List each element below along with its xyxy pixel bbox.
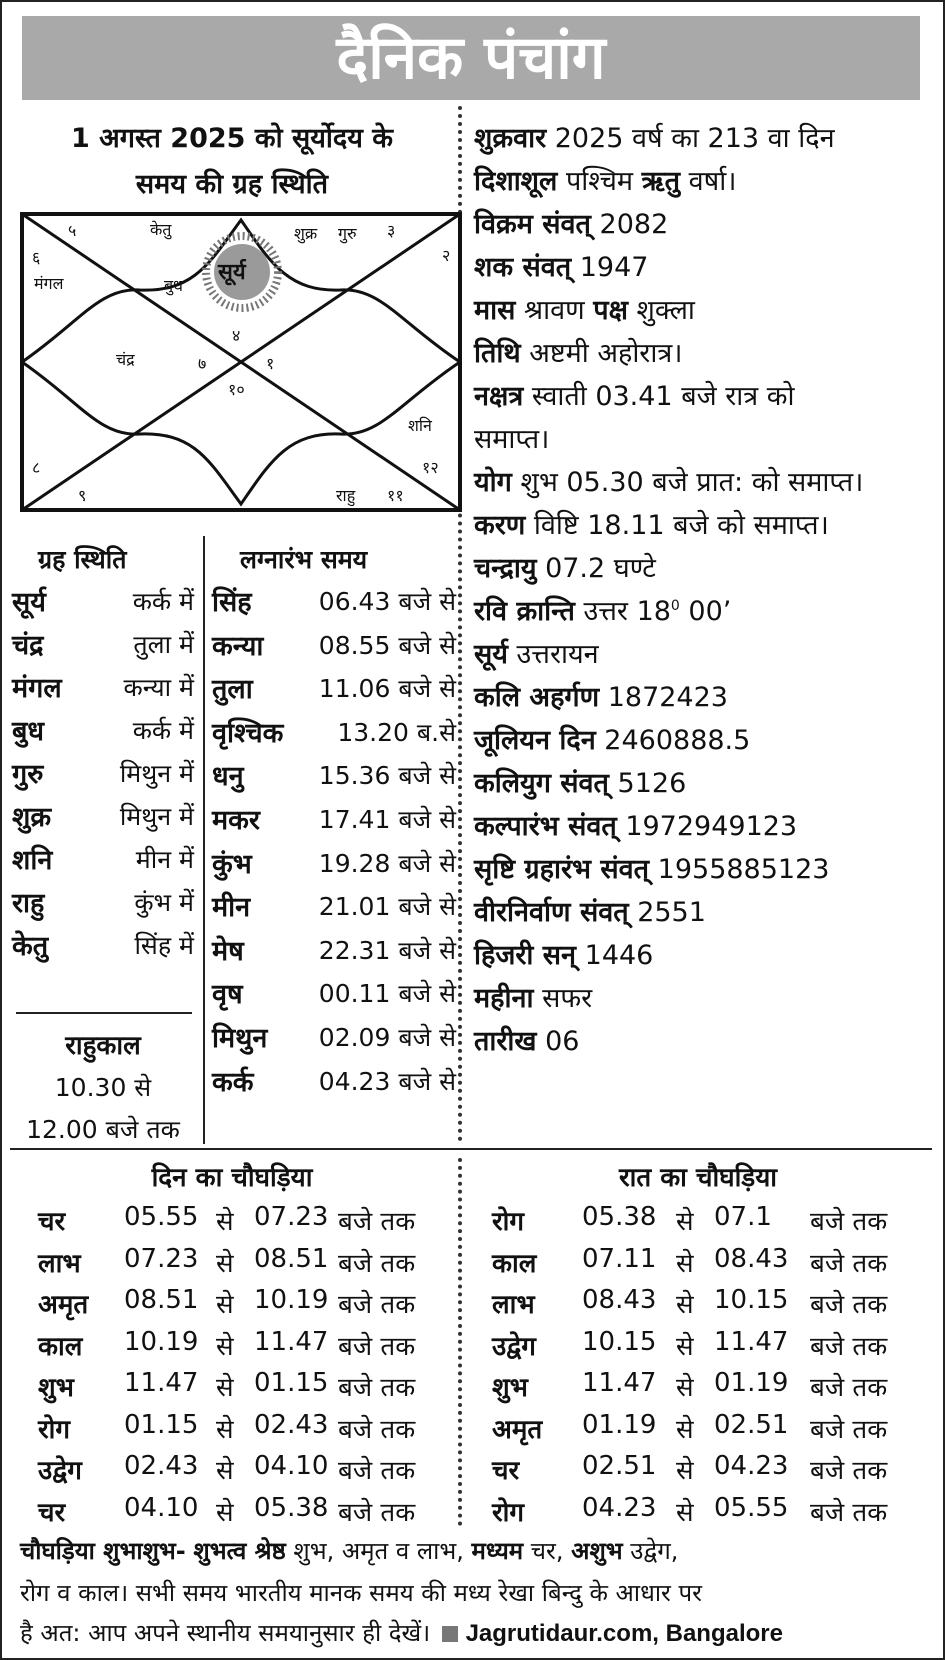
rahukaal-line1: 10.30 से xyxy=(54,1073,152,1102)
choghadiya-name: चर xyxy=(38,1497,66,1528)
choghadiya-se: से xyxy=(216,1290,234,1320)
choghadiya-baje-tak: बजे तक xyxy=(810,1290,888,1320)
graha-rashi: मीन में xyxy=(135,845,194,874)
choghadiya-to: 04.23 xyxy=(714,1451,789,1481)
choghadiya-to: 10.15 xyxy=(714,1285,789,1315)
din-choghadiya-heading: दिन का चौघड़िया xyxy=(151,1163,313,1193)
info-label: सूर्य xyxy=(474,639,508,670)
house-num-12: १२ xyxy=(422,458,439,477)
footer-label2: शुभत्व श्रेष्ठ xyxy=(193,1537,286,1565)
choghadiya-from: 07.11 xyxy=(582,1243,657,1274)
kundli-shani: शनि xyxy=(408,416,432,435)
info-label: मास xyxy=(474,295,516,326)
footer-text3: उद्वेग, xyxy=(630,1537,679,1565)
choghadiya-to: 05.38 xyxy=(254,1492,329,1523)
house-num-11: ११ xyxy=(387,486,404,505)
house-num-6: ६ xyxy=(32,248,41,267)
kundli-guru: गुरु xyxy=(338,224,357,243)
lagna-time: 15.36 बजे से xyxy=(318,761,456,791)
choghadiya-to: 07.1 xyxy=(714,1202,772,1232)
house-num-9: ९ xyxy=(78,486,87,505)
lagna-rashi: धनु xyxy=(212,761,244,793)
info-row xyxy=(474,462,863,499)
info-value: 2025 वर्ष का 213 वा दिन xyxy=(554,123,835,154)
graha-planet: सूर्य xyxy=(12,587,46,618)
lagna-rashi: मीन xyxy=(212,892,251,924)
info-value: 1955885123 xyxy=(657,854,830,885)
info-row xyxy=(474,806,797,843)
info-value: 2551 xyxy=(637,897,706,928)
choghadiya-se: से xyxy=(676,1456,694,1486)
info-value: 1872423 xyxy=(607,682,728,713)
footer-line2: रोग व काल। सभी समय भारतीय मानक समय की मध्य रेखा बिन्दु के आधार पर xyxy=(20,1579,702,1607)
info-label: कलि अहर्गण xyxy=(474,682,600,713)
choghadiya-baje-tak: बजे तक xyxy=(810,1373,888,1403)
lagna-rashi: कन्या xyxy=(212,630,264,662)
info-value: स्वाती 03.41 बजे रात्र को xyxy=(531,381,795,412)
info-label: कलियुग संवत् xyxy=(474,768,609,799)
choghadiya-name: अमृत xyxy=(38,1290,89,1320)
choghadiya-se: से xyxy=(216,1331,234,1362)
choghadiya-se: से xyxy=(676,1373,694,1403)
info-label: सृष्टि ग्रहारंभ संवत् xyxy=(474,854,650,885)
choghadiya-from: 02.51 xyxy=(582,1451,657,1481)
choghadiya-to: 08.51 xyxy=(254,1243,329,1274)
footer-label4: अशुभ xyxy=(571,1537,623,1565)
choghadiya-to: 10.19 xyxy=(254,1285,329,1315)
choghadiya-to: 08.43 xyxy=(714,1243,789,1274)
choghadiya-baje-tak: बजे तक xyxy=(338,1331,416,1362)
choghadiya-baje-tak: बजे तक xyxy=(810,1456,888,1486)
choghadiya-name: रोग xyxy=(492,1207,525,1237)
info-value: उत्तरायन xyxy=(516,639,599,670)
choghadiya-name: रोग xyxy=(38,1414,71,1445)
graha-sthiti-heading: ग्रह स्थिति xyxy=(38,545,127,574)
kundli-surya: सूर्य xyxy=(218,260,246,285)
choghadiya-from: 05.55 xyxy=(124,1202,199,1232)
info-label: हिजरी सन् xyxy=(474,940,577,971)
choghadiya-name: शुभ xyxy=(492,1373,528,1403)
info-row xyxy=(474,118,835,155)
graha-rashi: सिंह में xyxy=(134,931,194,960)
kundli-chandra: चंद्र xyxy=(116,350,135,369)
choghadiya-to: 04.10 xyxy=(254,1451,329,1481)
choghadiya-from: 05.38 xyxy=(582,1202,657,1232)
choghadiya-se: से xyxy=(216,1207,234,1237)
footer-brand: Jagrutidaur.com, Bangalore xyxy=(465,1620,783,1647)
info-value: विष्टि 18.11 बजे को समाप्त। xyxy=(533,510,829,541)
choghadiya-name: रोग xyxy=(492,1497,525,1528)
info-continuation: समाप्त। xyxy=(474,424,550,455)
choghadiya-from: 08.43 xyxy=(582,1285,657,1315)
info-value: सफर xyxy=(542,983,593,1014)
info-row xyxy=(474,548,656,585)
footer-line3 xyxy=(20,1616,783,1649)
graha-planet: शनि xyxy=(12,845,53,876)
lagna-time: 17.41 बजे से xyxy=(318,805,456,834)
lagna-rashi: वृश्चिक xyxy=(212,717,284,749)
info-label: तारीख xyxy=(474,1026,537,1057)
graha-planet: राहु xyxy=(12,888,45,919)
info-value: 2460888.5 xyxy=(604,725,751,756)
info-label: नक्षत्र xyxy=(474,381,524,412)
info-row xyxy=(474,333,682,370)
choghadiya-baje-tak: बजे तक xyxy=(338,1414,416,1445)
choghadiya-name: काल xyxy=(492,1248,537,1279)
choghadiya-baje-tak: बजे तक xyxy=(338,1373,416,1403)
lagna-rashi: मकर xyxy=(212,805,260,836)
choghadiya-from: 11.47 xyxy=(124,1368,199,1398)
info-value2: वर्षा। xyxy=(688,166,737,197)
graha-rashi: कर्क में xyxy=(132,716,194,745)
choghadiya-from: 10.15 xyxy=(582,1326,657,1357)
lagna-rashi: वृष xyxy=(212,979,243,1011)
info-label: करण xyxy=(474,510,526,541)
chart-heading-line1: 1 अगस्त 2025 को सूर्योदय के xyxy=(70,123,394,154)
info-label: शक संवत् xyxy=(474,252,572,283)
house-num-3: ३ xyxy=(387,221,396,240)
info-value: श्रावण xyxy=(524,295,585,326)
choghadiya-to: 02.43 xyxy=(254,1409,329,1440)
info-row xyxy=(474,677,728,714)
kundli-mangal: मंगल xyxy=(34,274,64,293)
lagna-rashi: मेष xyxy=(212,935,244,967)
rahukaal-rule xyxy=(16,1012,192,1014)
info-value2: शुक्ला xyxy=(636,295,695,326)
choghadiya-from: 07.23 xyxy=(124,1243,199,1274)
info-label: कल्पारंभ संवत् xyxy=(474,811,617,842)
info-value: 1446 xyxy=(584,940,654,971)
house-num-5: ५ xyxy=(68,221,77,240)
choghadiya-se: से xyxy=(676,1290,694,1320)
choghadiya-se: से xyxy=(676,1497,694,1528)
house-num-1: १ xyxy=(266,354,275,373)
info-row xyxy=(474,978,592,1015)
choghadiya-name: काल xyxy=(38,1331,83,1362)
choghadiya-baje-tak: बजे तक xyxy=(338,1497,416,1528)
graha-rashi: तुला में xyxy=(133,630,194,659)
lagna-time: 19.28 बजे से xyxy=(318,848,456,878)
choghadiya-se: से xyxy=(216,1248,234,1279)
kundli-budh: बुध xyxy=(164,276,183,295)
house-num-4: ४ xyxy=(232,326,241,345)
choghadiya-se: से xyxy=(216,1497,234,1528)
graha-planet: चंद्र xyxy=(12,630,44,661)
choghadiya-baje-tak: बजे तक xyxy=(338,1456,416,1486)
info-label: जूलियन दिन xyxy=(474,725,596,756)
choghadiya-baje-tak: बजे तक xyxy=(338,1248,416,1279)
info-value: 07.2 घण्टे xyxy=(545,553,656,584)
choghadiya-name: अमृत xyxy=(492,1414,543,1445)
info-row xyxy=(474,720,750,757)
info-row xyxy=(474,763,686,800)
graha-planet: केतु xyxy=(12,931,49,962)
info-value: 2082 xyxy=(599,209,669,240)
graha-rashi: कुंभ में xyxy=(134,888,194,917)
lagna-time: 22.31 बजे से xyxy=(318,935,456,965)
graha-rashi: कर्क में xyxy=(132,587,194,616)
choghadiya-se: से xyxy=(676,1331,694,1362)
info-row xyxy=(474,290,695,327)
info-row xyxy=(474,892,706,929)
info-label: विक्रम संवत् xyxy=(474,209,591,240)
footer-label3: मध्यम xyxy=(471,1537,524,1565)
choghadiya-se: से xyxy=(216,1456,234,1486)
choghadiya-to: 07.23 xyxy=(254,1202,329,1232)
graha-planet: गुरु xyxy=(12,759,44,790)
info-label: वीरनिर्वाण संवत् xyxy=(474,897,629,928)
choghadiya-baje-tak: बजे तक xyxy=(810,1248,888,1279)
info-label2: पक्ष xyxy=(593,295,628,326)
info-label: रवि क्रान्ति xyxy=(474,596,575,627)
info-row xyxy=(474,1021,579,1058)
lagna-rashi: तुला xyxy=(212,674,253,706)
lagnarambh-heading: लग्नारंभ समय xyxy=(240,545,368,574)
info-row xyxy=(474,634,599,671)
lagna-time: 02.09 बजे से xyxy=(318,1023,456,1052)
choghadiya-to: 05.55 xyxy=(714,1492,789,1523)
choghadiya-name: चर xyxy=(38,1207,66,1237)
choghadiya-baje-tak: बजे तक xyxy=(810,1414,888,1445)
choghadiya-to: 11.47 xyxy=(254,1326,329,1357)
choghadiya-from: 04.23 xyxy=(582,1492,657,1523)
info-value-after: 00’ xyxy=(679,596,732,627)
info-value: 5126 xyxy=(617,768,687,799)
graha-rashi: कन्या में xyxy=(123,673,194,702)
info-row xyxy=(474,247,648,284)
choghadiya-baje-tak: बजे तक xyxy=(810,1207,888,1237)
choghadiya-from: 08.51 xyxy=(124,1285,199,1315)
house-num-10: १० xyxy=(228,380,245,399)
graha-rashi: मिथुन में xyxy=(119,759,194,788)
brand-square-icon xyxy=(442,1626,458,1642)
lagna-rashi: कुंभ xyxy=(212,848,252,880)
kundli-shukra: शुक्र xyxy=(294,224,318,243)
info-superscript: 0 xyxy=(670,598,680,614)
graha-rashi: मिथुन में xyxy=(119,802,194,831)
lagna-rashi: कर्क xyxy=(212,1066,254,1098)
footer-line1 xyxy=(20,1534,678,1567)
choghadiya-name: शुभ xyxy=(38,1373,74,1403)
choghadiya-from: 10.19 xyxy=(124,1326,199,1357)
lagna-time: 13.20 ब.से xyxy=(337,717,456,747)
footer-text2: चर, xyxy=(530,1537,564,1565)
divider-bottom xyxy=(458,1158,462,1526)
house-num-7: ७ xyxy=(198,354,207,373)
footer-line3-text: है अत: आप अपने स्थानीय समयानुसार ही देखें। xyxy=(20,1619,431,1647)
choghadiya-rule xyxy=(10,1148,932,1150)
choghadiya-name: उद्वेग xyxy=(38,1456,82,1486)
info-row xyxy=(474,161,737,198)
choghadiya-to: 01.19 xyxy=(714,1368,789,1398)
info-label: शुक्रवार xyxy=(474,123,547,154)
info-value: 1947 xyxy=(579,252,649,283)
info-label: योग xyxy=(474,467,512,498)
graha-divider xyxy=(203,536,205,1144)
info-value: शुभ 05.30 बजे प्रात: को समाप्त। xyxy=(520,467,864,498)
info-value: पश्चिम xyxy=(565,166,634,197)
info-value: 1972949123 xyxy=(625,811,798,842)
info-row xyxy=(474,204,668,241)
choghadiya-to: 01.15 xyxy=(254,1368,329,1398)
graha-planet: मंगल xyxy=(12,673,62,704)
info-row xyxy=(474,591,731,628)
lagna-time: 11.06 बजे से xyxy=(318,674,456,704)
choghadiya-name: लाभ xyxy=(492,1290,535,1320)
footer-label1: चौघड़िया शुभाशुभ- xyxy=(20,1537,186,1565)
house-num-2: २ xyxy=(442,246,451,265)
info-value: उत्तर 18 xyxy=(583,596,671,627)
choghadiya-se: से xyxy=(676,1414,694,1445)
choghadiya-name: चर xyxy=(492,1456,520,1486)
kundli-rahu: राहु xyxy=(336,486,356,505)
info-value: अष्टमी अहोरात्र। xyxy=(529,338,683,369)
choghadiya-se: से xyxy=(676,1248,694,1279)
house-num-8: ८ xyxy=(32,458,41,477)
choghadiya-from: 01.15 xyxy=(124,1409,199,1440)
footer-text1: शुभ, अमृत व लाभ, xyxy=(293,1537,464,1565)
choghadiya-to: 11.47 xyxy=(714,1326,789,1357)
choghadiya-from: 04.10 xyxy=(124,1492,199,1523)
lagna-time: 00.11 बजे से xyxy=(318,979,456,1009)
info-label2: ऋतु xyxy=(641,166,681,197)
rahukaal-heading: राहुकाल xyxy=(65,1031,141,1061)
choghadiya-se: से xyxy=(216,1373,234,1403)
choghadiya-se: से xyxy=(216,1414,234,1445)
choghadiya-baje-tak: बजे तक xyxy=(810,1497,888,1528)
choghadiya-baje-tak: बजे तक xyxy=(338,1207,416,1237)
choghadiya-from: 11.47 xyxy=(582,1368,657,1398)
lagna-time: 04.23 बजे से xyxy=(318,1066,456,1096)
raat-choghadiya-heading: रात का चौघड़िया xyxy=(618,1163,778,1193)
info-label: महीना xyxy=(474,983,534,1014)
info-value: 06 xyxy=(545,1026,580,1057)
lagna-rashi: सिंह xyxy=(212,587,252,618)
choghadiya-name: लाभ xyxy=(38,1248,81,1279)
kundli-ketu: केतु xyxy=(150,220,172,239)
choghadiya-to: 02.51 xyxy=(714,1409,789,1440)
info-row xyxy=(474,849,829,886)
choghadiya-from: 01.19 xyxy=(582,1409,657,1440)
choghadiya-from: 02.43 xyxy=(124,1451,199,1481)
rahukaal-line2: 12.00 बजे तक xyxy=(26,1115,180,1144)
choghadiya-baje-tak: बजे तक xyxy=(338,1290,416,1320)
info-label: तिथि xyxy=(474,338,521,369)
lagna-time: 21.01 बजे से xyxy=(318,892,456,922)
info-row xyxy=(474,376,794,413)
info-label: चन्द्रायु xyxy=(474,553,537,584)
graha-planet: बुध xyxy=(12,716,45,747)
lagna-time: 06.43 बजे से xyxy=(318,587,456,616)
info-row xyxy=(474,935,653,972)
info-label: दिशाशूल xyxy=(474,166,558,197)
choghadiya-baje-tak: बजे तक xyxy=(810,1331,888,1362)
lagna-rashi: मिथुन xyxy=(212,1023,268,1054)
choghadiya-name: उद्वेग xyxy=(492,1331,536,1362)
page-title: दैनिक पंचांग xyxy=(22,16,920,100)
chart-heading-line2: समय की ग्रह स्थिति xyxy=(135,169,329,200)
graha-planet: शुक्र xyxy=(12,802,52,833)
lagna-time: 08.55 बजे से xyxy=(318,630,456,660)
info-row xyxy=(474,505,829,542)
choghadiya-se: से xyxy=(676,1207,694,1237)
